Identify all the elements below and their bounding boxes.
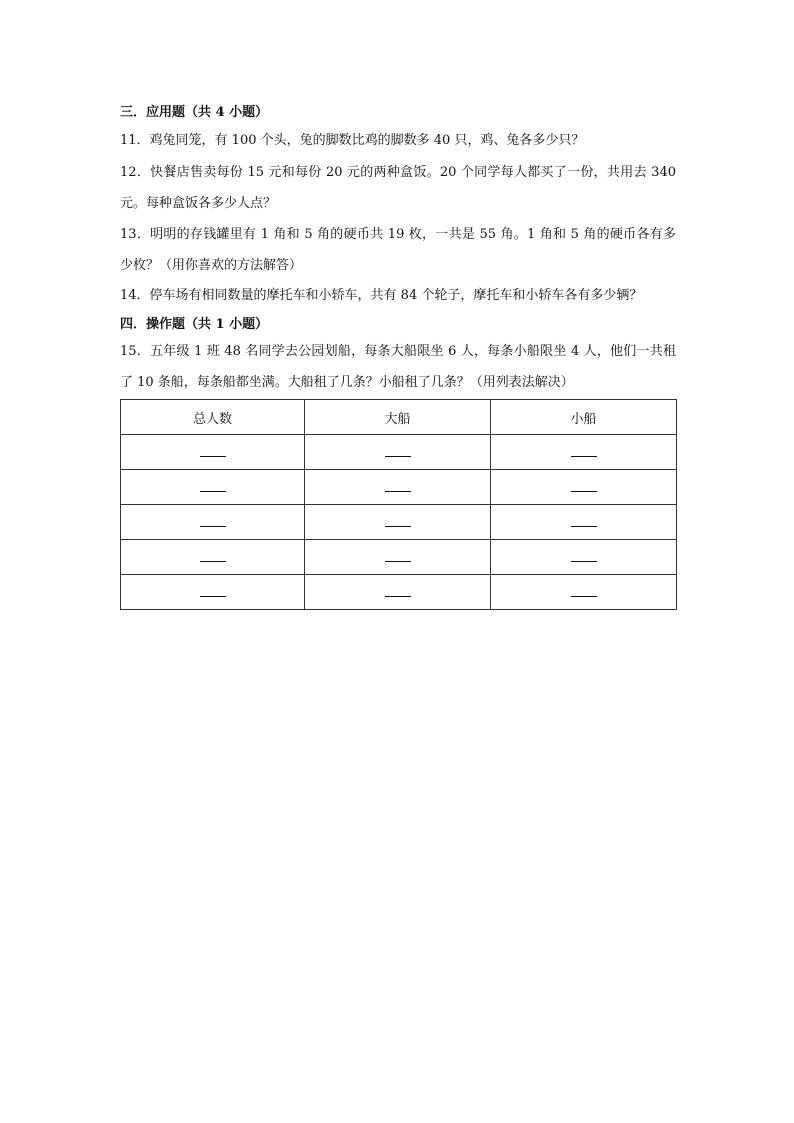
answer-blank-cell[interactable] [305,540,491,575]
answer-blank-line [385,596,411,597]
table-row [121,540,677,575]
section-title-application: 三．应用题（共 4 小题） [120,105,269,120]
answer-blank-line [385,456,411,457]
answer-blank-line [200,456,226,457]
header-big-boat: 大船 [305,400,491,435]
answer-blank-cell[interactable] [305,575,491,610]
answer-blank-cell[interactable] [491,540,677,575]
answer-blank-cell[interactable] [491,435,677,470]
answer-blank-cell[interactable] [121,470,305,505]
answer-table [120,399,677,610]
answer-blank-line [571,456,597,457]
answer-blank-line [385,491,411,492]
answer-blank-line [385,526,411,527]
answer-blank-cell[interactable] [305,505,491,540]
answer-blank-line [200,526,226,527]
answer-blank-line [200,561,226,562]
answer-blank-line [385,561,411,562]
answer-blank-cell[interactable] [491,575,677,610]
question-15: 15．五年级 1 班 48 名同学去公园划船，每条大船限坐 6 人，每条小船限坐 4 人，他们一共租了 10 条船，每条船都坐满。大船租了几条？小船租了几条？（用列表法解决） [120,344,676,390]
table-row [121,505,677,540]
answer-blank-cell[interactable] [121,435,305,470]
answer-blank-line [571,596,597,597]
answer-blank-cell[interactable] [305,470,491,505]
header-small-boat: 小船 [491,400,677,435]
answer-blank-line [571,561,597,562]
section-title-operation: 四．操作题（共 1 小题） [120,317,269,332]
table-body [121,435,677,610]
question-14: 14．停车场有相同数量的摩托车和小轿车，共有 84 个轮子，摩托车和小轿车各有多少辆？ [120,288,643,303]
answer-blank-cell[interactable] [305,435,491,470]
table-header-row [121,400,677,435]
answer-blank-cell[interactable] [121,575,305,610]
answer-blank-line [571,526,597,527]
answer-blank-cell[interactable] [491,505,677,540]
table-row [121,575,677,610]
table-row [121,470,677,505]
answer-blank-cell[interactable] [121,505,305,540]
answer-blank-cell[interactable] [121,540,305,575]
question-12: 12．快餐店售卖每份 15 元和每份 20 元的两种盒饭。20 个同学每人都买了一份，共用去 340 元。每种盒饭各多少人点？ [120,165,676,211]
question-13: 13．明明的存钱罐里有 1 角和 5 角的硬币共 19 枚，一共是 55 角。1 角和 5 角的硬币各有多少枚？（用你喜欢的方法解答） [120,227,676,273]
question-11: 11．鸡兔同笼，有 100 个头，兔的脚数比鸡的脚数多 40 只，鸡、兔各多少只？ [120,133,585,148]
worksheet-content [120,100,676,610]
answer-blank-line [571,491,597,492]
table-row [121,435,677,470]
header-total-people: 总人数 [121,400,305,435]
answer-blank-line [200,491,226,492]
answer-blank-line [200,596,226,597]
answer-blank-cell[interactable] [491,470,677,505]
